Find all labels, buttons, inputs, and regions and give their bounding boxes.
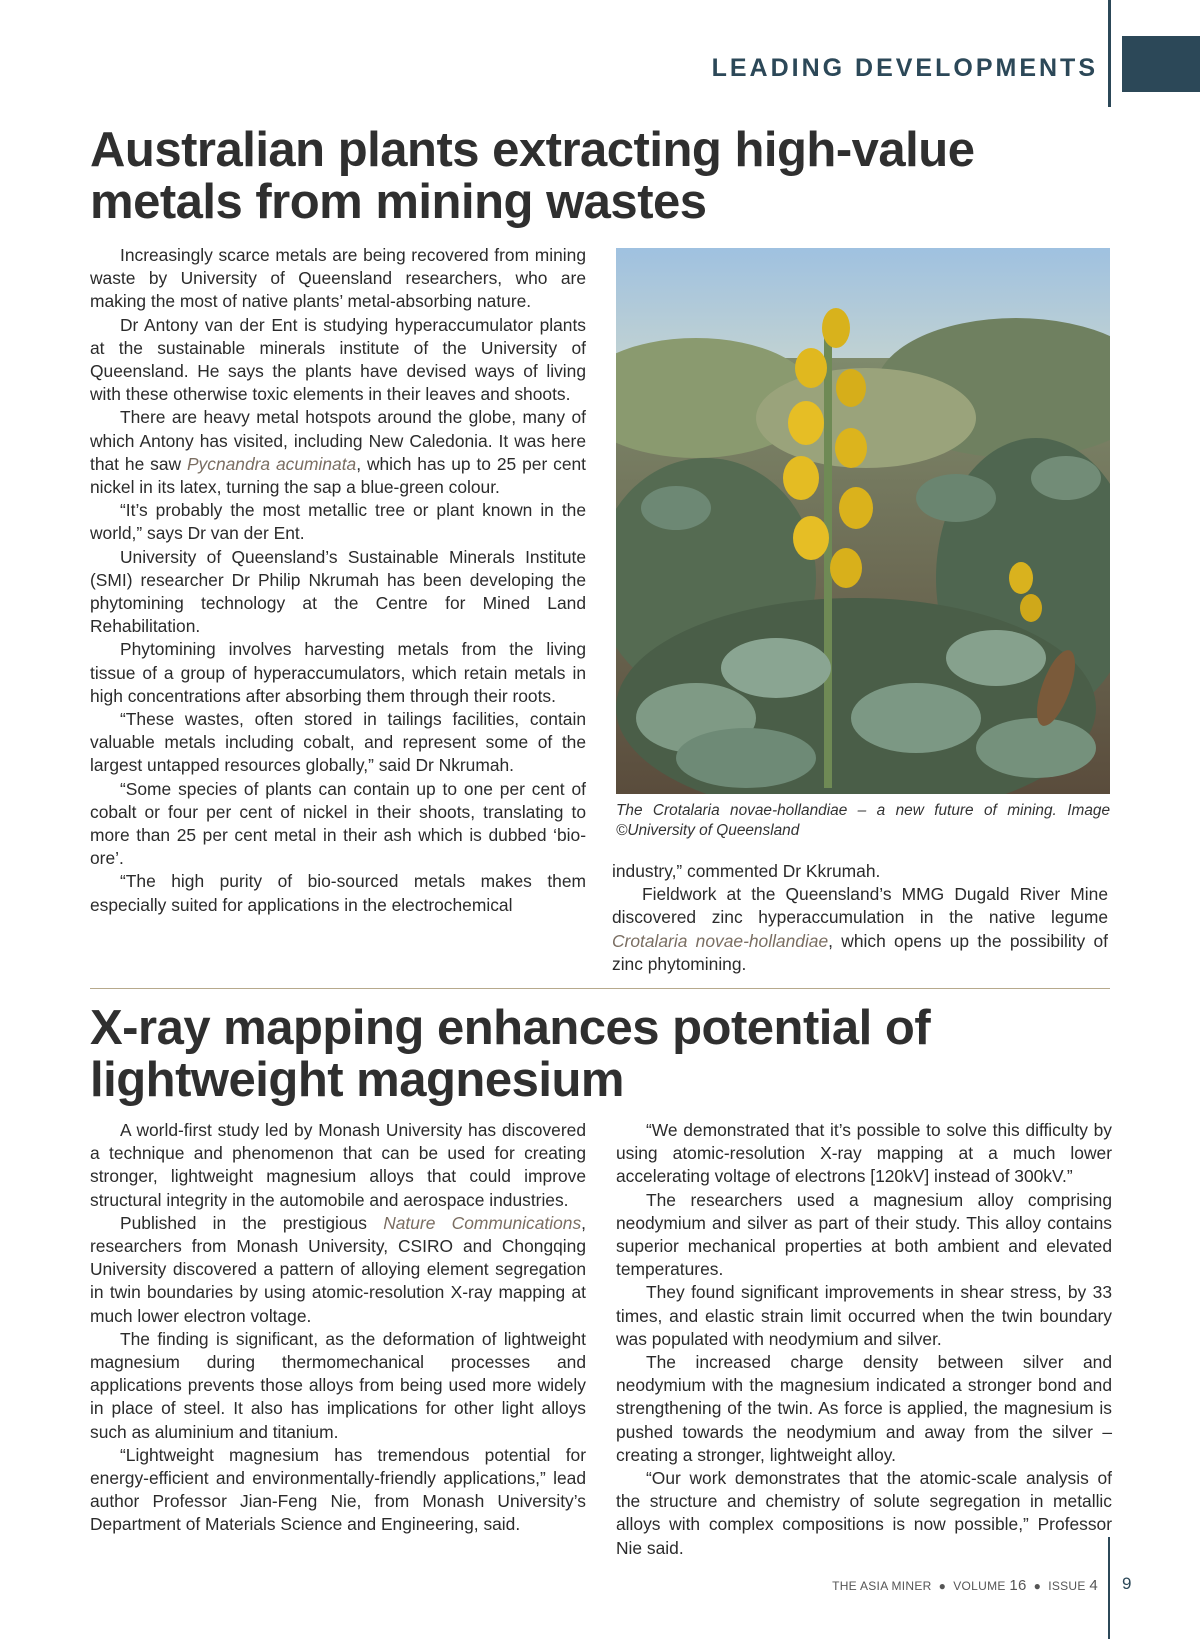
paragraph: Dr Antony van der Ent is studying hyperaccumulator plants at the sustainable minerals institute of the University of Queensland. He says the plants have devised ways of living with these otherwise toxic elements in their leaves and shoots. (90, 314, 586, 405)
paragraph: The increased charge density between silver and neodymium with the magnesium indicated a stronger bond and strengthening of the twin. As force is applied, the magnesium is pushed towards the neodymium and away from the silver – creating a stronger, lightweight alloy. (616, 1352, 1112, 1465)
page-number: 9 (1122, 1574, 1132, 1593)
volume-number: 16 (1009, 1577, 1027, 1594)
issue-number: 4 (1089, 1577, 1098, 1594)
header-vertical-rule (1108, 0, 1111, 107)
paragraph: They found significant improvements in shear stress, by 33 times, and elastic strain limit occurred when the twin boundary was populated with neodymium and silver. (616, 1282, 1112, 1349)
plant-photo (616, 248, 1110, 794)
header-accent-block (1122, 36, 1200, 92)
paragraph: “We demonstrated that it’s possible to solve this difficulty by using atomic-resolution X-ray mapping at a much lower accelerating voltage of electrons [120kV] instead of 300kV.” (616, 1120, 1112, 1187)
paragraph: “Some species of plants can contain up to one per cent of cobalt or four per cent of nickel in their shoots, translating to more than 25 per cent metal in their ash which is dubbed ‘bio-ore’. (90, 778, 586, 869)
article2-headline (90, 1002, 1110, 1106)
paragraph: Phytomining involves harvesting metals from the living tissue of a group of hyperaccumulators, which retain metals in high concentrations after absorbing them through their roots. (90, 639, 586, 706)
article2-left-column (90, 1119, 586, 1537)
article2-headline-line2: lightweight magnesium (90, 1053, 624, 1107)
paragraph: “Lightweight magnesium has tremendous potential for energy-efficient and environmentally-friendly applications,” lead author Professor Jian-Feng Nie, from Monash University’s Department of Materials Science and Engineering, said. (90, 1444, 586, 1535)
paragraph: “The high purity of bio-sourced metals makes them especially suited for applications in the electrochemical (90, 871, 586, 915)
species-name: Crotalaria novae-hollandiae (612, 930, 829, 951)
bullet-separator: ● (938, 1579, 947, 1593)
footer-publication-info (832, 1577, 1098, 1594)
paragraph: University of Queensland’s Sustainable Minerals Institute (SMI) researcher Dr Philip Nkrumah has been developing the phytomining technology at the Centre for Mined Land Rehabilitation. (90, 546, 586, 637)
issue-label: ISSUE (1048, 1579, 1086, 1593)
section-header: LEADING DEVELOPMENTS (711, 54, 1098, 82)
image-caption: The Crotalaria novae-hollandiae – a new future of mining. Image ©University of Queensland (616, 802, 1110, 839)
species-name: Pycnandra acuminata (186, 453, 357, 474)
paragraph: Published in the prestigious Nature Communications, researchers from Monash University, CSIRO and Chongqing University discovered a pattern of alloying element segregation in twin boundaries by using atomic-resolution X-ray mapping at much lower electron voltage. (90, 1212, 586, 1326)
paragraph: The researchers used a magnesium alloy comprising neodymium and silver as part of their study. This alloy contains superior mechanical properties at both ambient and elevated temperatures. (616, 1189, 1112, 1280)
article1-headline-line2: metals from mining wastes (90, 175, 707, 229)
article1-headline (90, 124, 1110, 228)
paragraph: There are heavy metal hotspots around the globe, many of which Antony has visited, including New Caledonia. It was here that he saw Pycnandra acuminata, which has up to 25 per cent nickel in its latex, turning the sap a blue-green colour. (90, 407, 586, 498)
paragraph: “Our work demonstrates that the atomic-scale analysis of the structure and chemistry of solute segregation in metallic alloys with complex compositions is now possible,” Professor Nie said. (616, 1468, 1112, 1558)
paragraph: “These wastes, often stored in tailings facilities, contain valuable metals including cobalt, and represent some of the largest untapped resources globally,” said Dr Nkrumah. (90, 709, 586, 776)
paragraph: The finding is significant, as the deformation of lightweight magnesium during thermomechanical processes and applications prevents those alloys from being used more widely in place of steel. It also has implications for other light alloys such as aluminium and titanium. (90, 1328, 586, 1442)
article1-headline-line1: Australian plants extracting high-value (90, 123, 975, 177)
volume-label: VOLUME (953, 1579, 1006, 1593)
paragraph: “It’s probably the most metallic tree or plant known in the world,” says Dr van der Ent. (90, 500, 586, 544)
paragraph: Increasingly scarce metals are being recovered from mining waste by University of Queensland researchers, who are making the most of native plants’ metal-absorbing nature. (90, 245, 586, 312)
paragraph: A world-first study led by Monash University has discovered a technique and phenomenon that can be used for creating stronger, lightweight magnesium alloys that could improve structural integrity in the automobile and aerospace industries. (90, 1120, 586, 1210)
article2-right-column (616, 1119, 1112, 1560)
publication-name: THE ASIA MINER (832, 1579, 932, 1593)
paragraph: industry,” commented Dr Kkrumah. (612, 861, 881, 881)
article1-left-column (90, 244, 586, 917)
article1-right-column (612, 860, 1108, 976)
bullet-separator: ● (1033, 1579, 1042, 1593)
journal-name: Nature Communications (383, 1212, 582, 1233)
paragraph: Fieldwork at the Queensland’s MMG Dugald River Mine discovered zinc hyperaccumulation in the native legume Crotalaria novae-hollandiae, which opens up the possibility of zinc phytomining. (612, 884, 1109, 974)
article-divider (90, 988, 1110, 989)
footer-vertical-rule (1108, 1537, 1110, 1639)
article2-headline-line1: X-ray mapping enhances potential of (90, 1001, 931, 1055)
